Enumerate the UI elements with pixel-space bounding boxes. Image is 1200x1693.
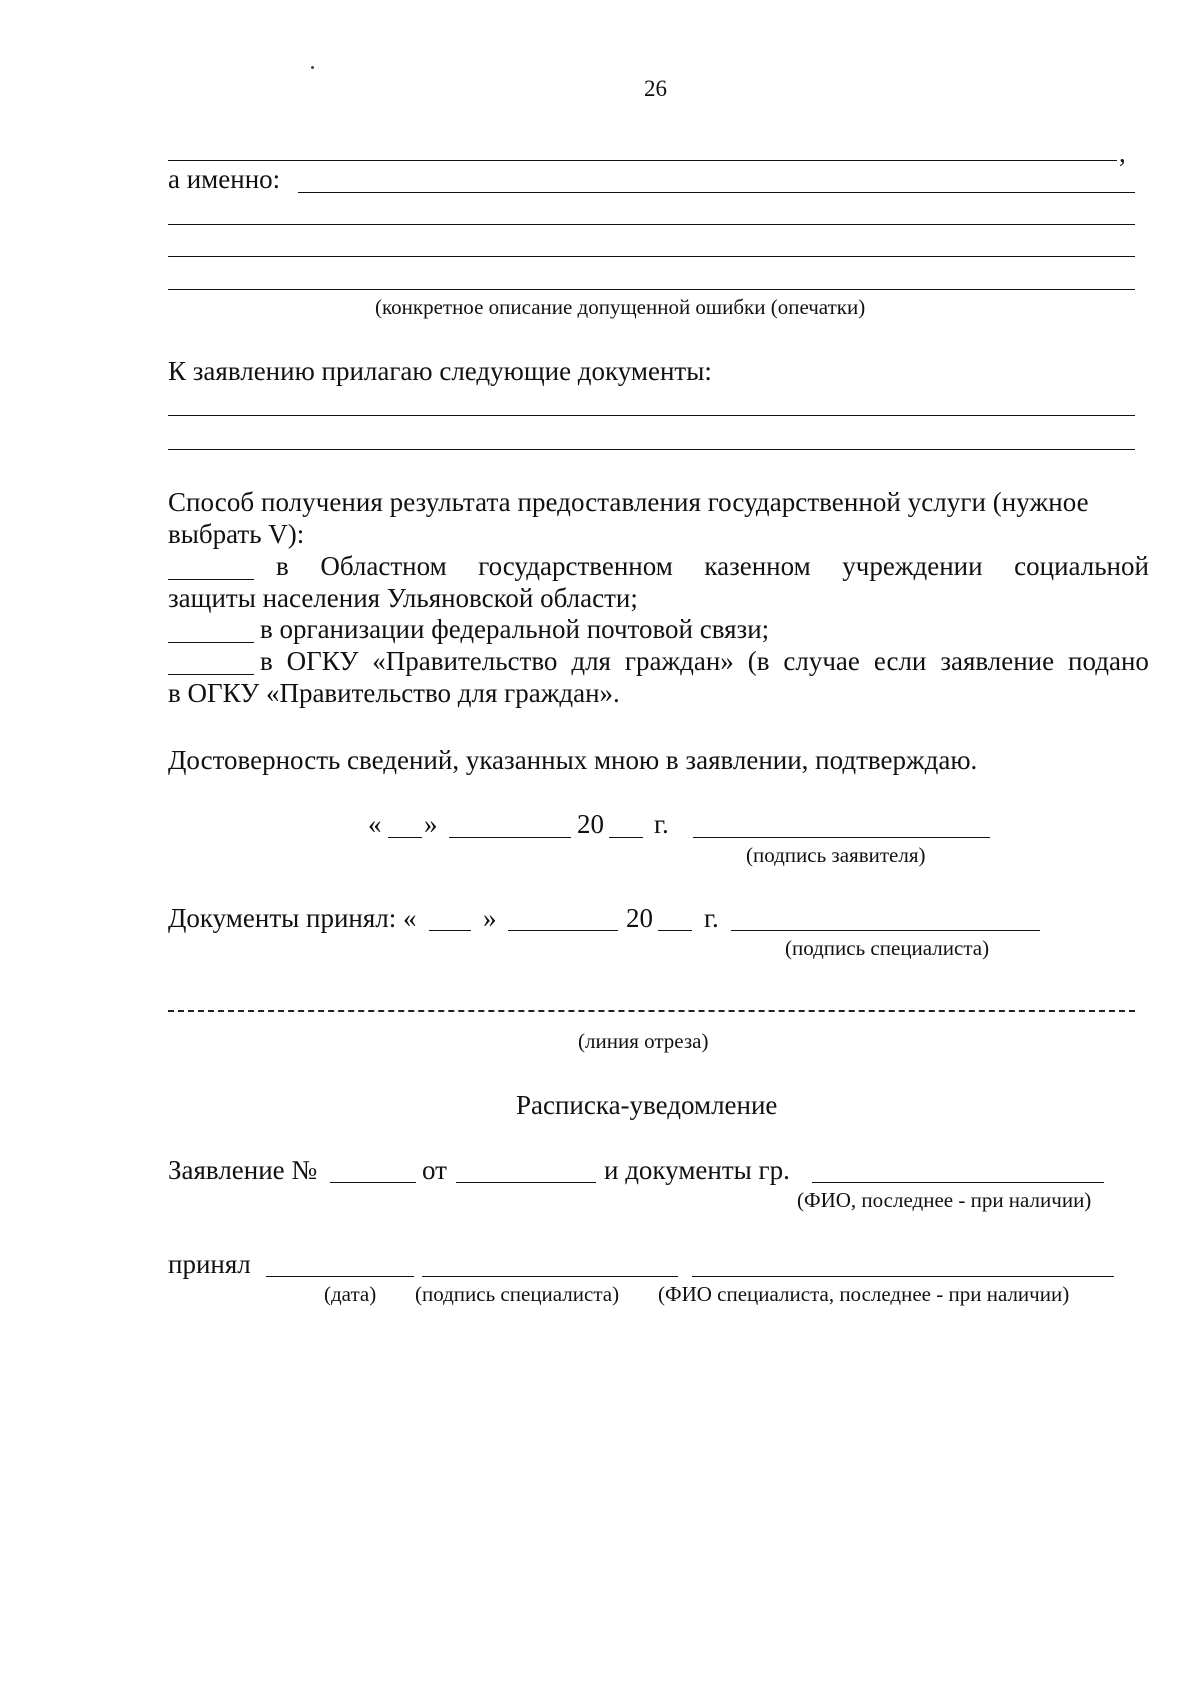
day-blank[interactable] xyxy=(429,930,471,931)
documents-of-label: и документы гр. xyxy=(604,1155,790,1185)
year-prefix: 20 xyxy=(626,903,653,933)
blank-line xyxy=(168,256,1135,257)
method-heading-continued: выбрать V): xyxy=(168,519,305,549)
close-quote: » xyxy=(483,903,497,933)
blank-line xyxy=(168,449,1135,450)
year-prefix: 20 xyxy=(577,809,604,839)
month-blank[interactable] xyxy=(508,930,618,931)
specialist-signature-blank[interactable] xyxy=(731,930,1040,931)
attachments-heading: К заявлению прилагаю следующие документы: xyxy=(168,356,712,386)
close-quote: » xyxy=(424,809,438,839)
blank-line xyxy=(168,415,1135,416)
open-quote: « xyxy=(368,809,382,839)
applicant-signature-caption: (подпись заявителя) xyxy=(746,843,926,867)
year-blank[interactable] xyxy=(658,930,692,931)
option-checkbox-blank[interactable] xyxy=(168,674,254,675)
from-label: от xyxy=(422,1155,447,1185)
receipt-title: Расписка-уведомление xyxy=(516,1090,778,1120)
citizen-name-blank[interactable] xyxy=(812,1182,1104,1183)
blank-line xyxy=(168,160,1117,161)
cut-line xyxy=(168,1010,1135,1012)
option-government-continued: в ОГКУ «Правительство для граждан». xyxy=(168,678,620,708)
specialist-name-blank[interactable] xyxy=(692,1276,1114,1277)
method-heading: Способ получения результата предоставления государственной услуги (нужное xyxy=(168,487,1089,517)
application-date-blank[interactable] xyxy=(456,1182,596,1183)
confirmation-statement: Достоверность сведений, указанных мною в заявлении, подтверждаю. xyxy=(168,745,978,775)
error-description-caption: (конкретное описание допущенной ошибки (опечатки) xyxy=(375,295,866,319)
month-blank[interactable] xyxy=(449,837,571,838)
year-blank[interactable] xyxy=(609,837,643,838)
specifically-label: а именно: xyxy=(168,164,281,194)
blank-line xyxy=(168,289,1135,290)
year-suffix: г. xyxy=(704,903,719,933)
trailing-comma: , xyxy=(1119,138,1126,168)
applicant-signature-blank[interactable] xyxy=(693,837,990,838)
specialist-signature-blank[interactable] xyxy=(422,1276,678,1277)
option-postal: в организации федеральной почтовой связи; xyxy=(260,614,770,644)
option-checkbox-blank[interactable] xyxy=(168,579,254,580)
scan-speck xyxy=(311,66,314,69)
accepted-by-label: принял xyxy=(168,1249,251,1279)
application-number-label: Заявление № xyxy=(168,1155,318,1185)
blank-line xyxy=(298,192,1135,193)
option-social-protection: в Областном государственном казенном учреждении социальной xyxy=(276,551,1149,581)
accept-date-blank[interactable] xyxy=(266,1276,414,1277)
option-checkbox-blank[interactable] xyxy=(168,642,254,643)
application-number-blank[interactable] xyxy=(330,1182,416,1183)
page-number: 26 xyxy=(644,76,667,101)
fio-caption: (ФИО, последнее - при наличии) xyxy=(797,1188,1092,1212)
cut-line-caption: (линия отреза) xyxy=(578,1029,709,1053)
day-blank[interactable] xyxy=(388,837,422,838)
blank-line xyxy=(168,224,1135,225)
option-government-for-citizens: в ОГКУ «Правительство для граждан» (в случае если заявление подано xyxy=(260,646,1149,676)
specialist-signature-caption: (подпись специалиста) xyxy=(785,936,990,960)
specialist-fio-caption: (ФИО специалиста, последнее - при наличии) xyxy=(658,1282,1070,1306)
date-caption: (дата) xyxy=(324,1282,377,1306)
accepted-label: Документы принял: « xyxy=(168,903,417,933)
signature-caption: (подпись специалиста) xyxy=(415,1282,620,1306)
option-social-protection-continued: защиты населения Ульяновской области; xyxy=(168,583,638,613)
year-suffix: г. xyxy=(654,809,669,839)
